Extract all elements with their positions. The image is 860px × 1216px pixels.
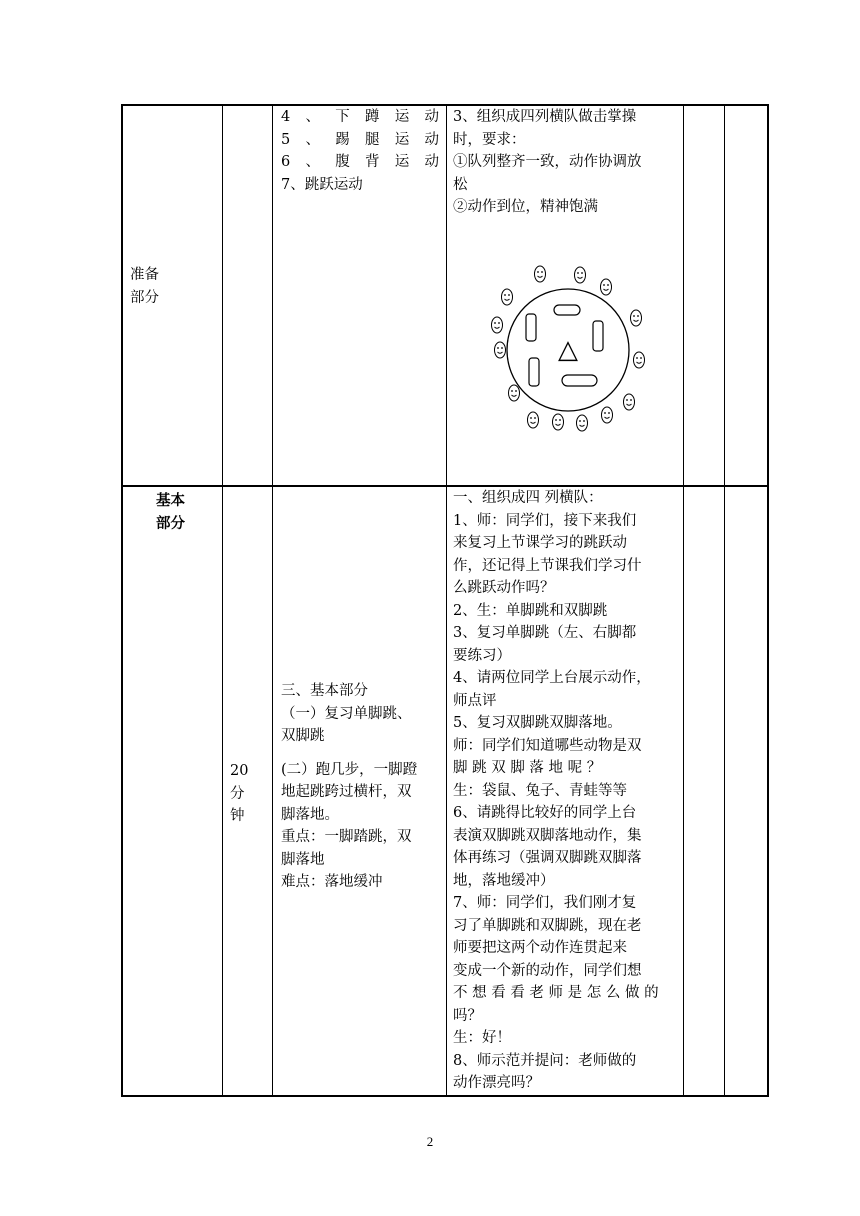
student-smiley-icon: [553, 414, 564, 430]
student-bar-bottom: [562, 375, 597, 386]
exercise-item-6: 6 、 腹 背 运 动: [281, 154, 439, 170]
prep-exercise-list: [281, 106, 439, 196]
prep-label-line2: 部分: [130, 289, 159, 306]
basic-label-line1: 基本: [156, 492, 185, 509]
col-divider-1: [222, 104, 223, 1097]
col-divider-3: [446, 104, 447, 1097]
student-smiley-icon: [535, 266, 546, 282]
student-smiley-icon: [601, 279, 612, 295]
teacher-triangle: △: [558, 335, 578, 365]
formation-diagram: [486, 262, 656, 438]
student-smiley-icon: [495, 342, 506, 358]
col-divider-4: [683, 104, 684, 1097]
exercise-item-5: 5 、 踢 腿 运 动: [281, 131, 439, 148]
student-bar-left-lower: [529, 358, 539, 386]
table-left-border: [121, 104, 123, 1097]
page-number: 2: [426, 1134, 434, 1149]
student-bar-right-upper: [593, 321, 603, 351]
basic-time: 20 分 钟: [230, 763, 249, 824]
student-smiley-icon: [492, 317, 503, 333]
student-bar-top: [554, 305, 580, 315]
exercise-item-7: 7、跳跃运动: [281, 176, 363, 193]
table-bottom-border: [121, 1095, 769, 1097]
student-smiley-icon: [631, 310, 642, 326]
student-smiley-icon: [502, 289, 513, 305]
student-smiley-icon: [577, 415, 588, 431]
col-divider-2: [272, 104, 273, 1097]
student-smiley-icon: [602, 407, 613, 423]
col-divider-5: [724, 104, 725, 1097]
student-smiley-icon: [575, 267, 586, 283]
student-smiley-icon: [528, 412, 539, 428]
basic-section-label: [156, 490, 216, 535]
prep-organization-text: 3、组织成四列横队做击掌操 时，要求： ①队列整齐一致，动作协调放 松 ②动作到位，精神饱满: [453, 109, 642, 215]
exercise-item-4: 4 、 下 蹲 运 动: [281, 109, 439, 125]
basic-label-line2: 部分: [156, 514, 185, 532]
prep-label-line1: 准备: [130, 267, 159, 283]
prep-section-label: [130, 264, 210, 309]
student-smiley-icon: [509, 385, 520, 401]
table-right-border: [767, 104, 769, 1097]
student-smiley-icon: [634, 352, 645, 368]
basic-content-text: 三、基本部分 （一）复习单脚跳、 双脚跳 (二）跑几步，一脚蹬 地起跳跨过横杆，双 脚落地。 重点：一脚踏跳，双 脚落地 难点：落地缓冲: [281, 683, 418, 890]
basic-organization-text: 一、组织成四 列横队： 1、师：同学们，接下来我们 来复习上节课学习的跳跃动 作，还记得上节课我们学习什 么跳跃动作吗？ 2、生：单脚跳和双脚跳 3、复习单脚跳（左、右脚都 要练习） 4、请两位同学上台展示动作， 师点评 5、复习双脚跳双脚落地。 师：同学们知道哪些动物是双 脚 跳 双 脚 落 地 呢 ？ 生：袋鼠、兔子、青蛙等等 6、请跳得比较好的同学上台 表演双脚跳双脚落地动作，集 体再练习（强调双脚跳双脚落 地，落地缓冲） 7、师：同学们，我们刚才复 习了单脚跳和双脚跳，现在老 师要把这两个动作连贯起来 变成一个新的动作，同学们想 不 想 看 看 老 师 是 怎 么 做 的 吗？ 生：好！ 8、师示范并提问：老师做的 动作漂亮吗？: [453, 490, 659, 1091]
student-smiley-icon: [624, 394, 635, 410]
student-bar-left-upper: [526, 314, 536, 341]
